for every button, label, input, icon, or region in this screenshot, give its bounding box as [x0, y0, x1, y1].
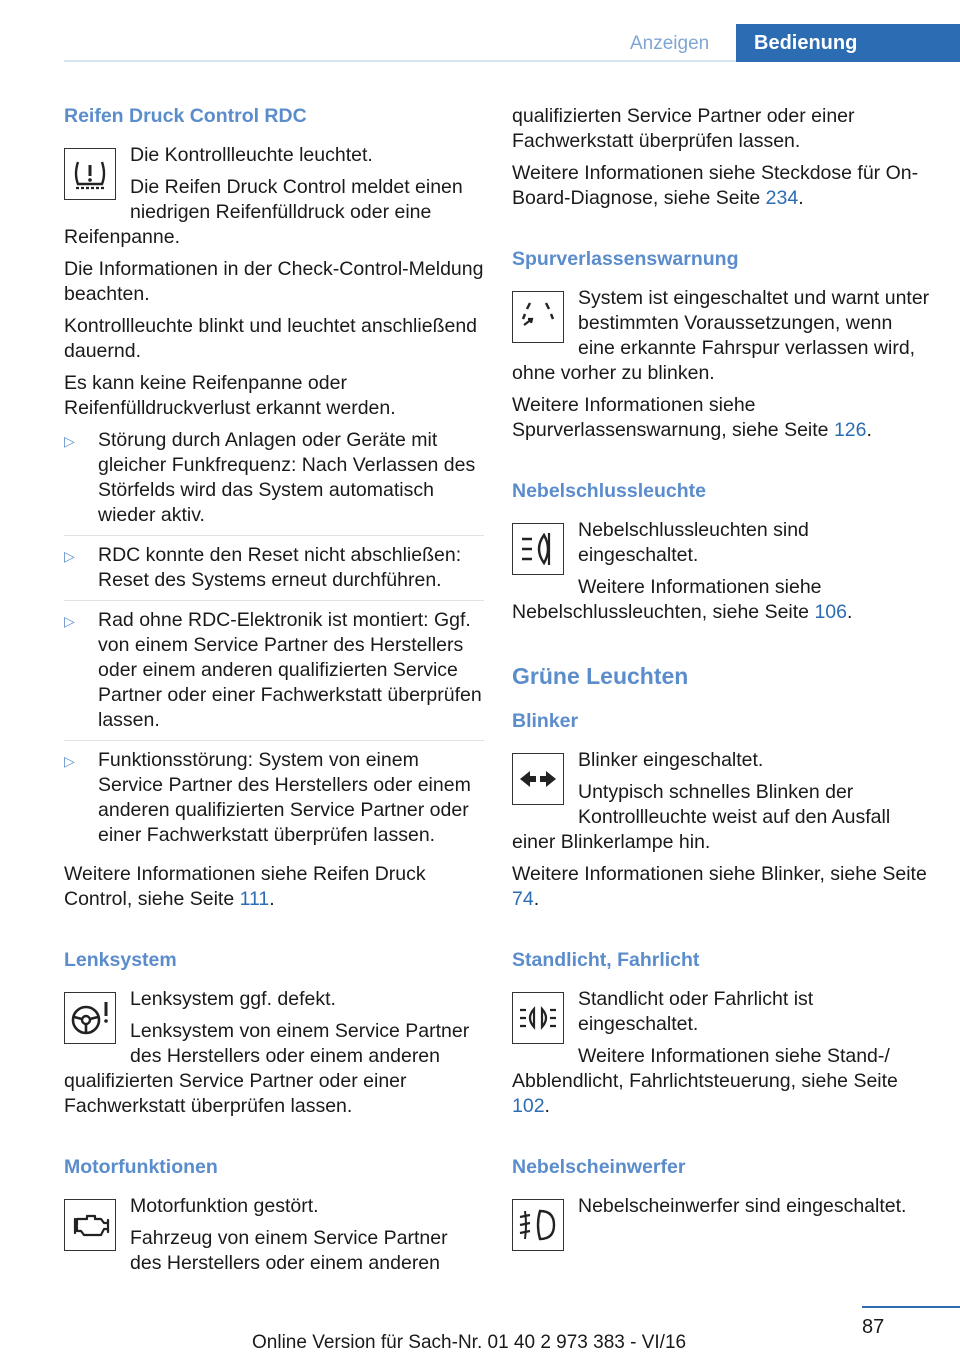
header-tab-bedienung[interactable]: Bedienung: [736, 24, 960, 62]
engine-check-icon: [64, 1199, 116, 1251]
triangle-bullet-icon: ▷: [64, 613, 75, 629]
steer-text-1: Lenksystem ggf. defekt.: [130, 988, 336, 1010]
engine-text-1: Motorfunktion gestört.: [130, 1195, 319, 1217]
list-item: ▷ Störung durch Anlagen oder Geräte mit gleicher Funkfrequenz: Nach Verlassen des Störfelds wird das System automatisch wieder aktiv.: [64, 428, 484, 536]
footer-version: Online Version für Sach-Nr. 01 40 2 973 383 - VI/16: [252, 1332, 687, 1353]
section-title: Blinker: [512, 710, 579, 732]
section-title: Spurverlassenswarnung: [512, 248, 739, 270]
section-heading-green: Grüne Leuchten: [512, 663, 689, 689]
section-spurverlassenswarnung: [512, 247, 932, 443]
page-link[interactable]: 234: [765, 187, 799, 209]
front-fog-light-icon: [512, 1199, 564, 1251]
footer-rule: [862, 1306, 960, 1308]
right-column: [512, 104, 932, 1255]
section-lenksystem: [64, 948, 484, 1119]
blinker-more-info: Weitere Informationen siehe Blinker, siehe Seite 74.: [512, 863, 927, 910]
page-number: 87: [862, 1316, 885, 1338]
section-title: Lenksystem: [64, 949, 177, 971]
section-title: Motorfunktionen: [64, 1156, 218, 1178]
rdc-text-1: Die Kontrollleuchte leuchtet.: [130, 144, 373, 166]
page-link[interactable]: 102: [512, 1095, 545, 1117]
rdc-more-info: Weitere Informationen siehe Reifen Druck Control, siehe Seite 111.: [64, 863, 426, 910]
lane-departure-icon: [512, 291, 564, 343]
triangle-bullet-icon: ▷: [64, 433, 75, 449]
rearfog-text-1: Nebelschlussleuchten sind eingeschaltet.: [578, 519, 809, 566]
triangle-bullet-icon: ▷: [64, 548, 75, 564]
continuation-more-info: Weitere Informationen siehe Steckdose für On-Board-Diagnose, siehe Seite 234.: [512, 162, 919, 209]
section-title: Nebelschlussleuchte: [512, 480, 706, 502]
section-blinker: [512, 709, 932, 912]
rdc-text-2: Die Reifen Druck Control meldet einen niedrigen Reifenfülldruck oder eine Reifenpanne.: [64, 176, 463, 248]
park-more-info: Weitere Informationen siehe Stand-/ Abblendlicht, Fahrlichtsteuerung, siehe Seite 102.: [512, 1045, 898, 1117]
section-rdc: [64, 104, 484, 912]
rear-fog-light-icon: [512, 523, 564, 575]
parking-light-icon: [512, 992, 564, 1044]
rdc-text-4: Kontrollleuchte blinkt und leuchtet anschließend dauernd.: [64, 315, 478, 362]
section-motorfunktionen: [64, 1155, 484, 1276]
lane-text-1: System ist eingeschaltet und warnt unter bestimmten Voraussetzungen, wenn eine erkannte Fahrspur verlassen wird, ohne vorher zu blinken.: [512, 287, 930, 384]
blinker-text-1: Blinker eingeschaltet.: [578, 749, 764, 771]
rdc-bullet-list: [64, 428, 484, 855]
rdc-text-5: Es kann keine Reifenpanne oder Reifenfülldruckverlust erkannt werden.: [64, 372, 396, 419]
section-title: Nebelscheinwerfer: [512, 1156, 686, 1178]
page-link[interactable]: 111: [239, 888, 270, 910]
rdc-text-3: Die Informationen in der Check-Control-Meldung beachten.: [64, 258, 484, 305]
page-link[interactable]: 126: [833, 419, 867, 441]
list-item: ▷ Rad ohne RDC-Elektronik ist montiert: Ggf. von einem Service Partner des Herstellers oder einem anderen qualifizierten Service Partner oder einer Fachwerkstatt überprüfen lassen.: [64, 608, 484, 741]
triangle-bullet-icon: ▷: [64, 753, 75, 769]
list-item: ▷ Funktionsstörung: System von einem Service Partner des Herstellers oder einem anderen qualifizierten Service Partner oder einer Fachwerkstatt überprüfen lassen.: [64, 749, 471, 846]
tire-pressure-warning-icon: [64, 148, 116, 200]
section-nebelscheinwerfer: [512, 1155, 932, 1219]
steering-warning-icon: [64, 992, 116, 1044]
page-link[interactable]: 106: [814, 601, 847, 623]
blinker-text-2: Untypisch schnelles Blinken der Kontrollleuchte weist auf den Ausfall einer Blinkerlampe hin.: [512, 781, 891, 853]
section-standlicht: [512, 948, 932, 1119]
page-link[interactable]: 74: [512, 888, 534, 910]
frontfog-text-1: Nebelscheinwerfer sind eingeschaltet.: [578, 1195, 907, 1217]
rearfog-more-info: Weitere Informationen siehe Nebelschlussleuchten, siehe Seite 106.: [512, 576, 853, 623]
section-continuation: [512, 104, 932, 211]
steer-text-2: Lenksystem von einem Service Partner des Herstellers oder einem anderen qualifizierten Service Partner oder einer Fachwerkstatt überprüfen lassen.: [64, 1020, 470, 1117]
engine-text-2: Fahrzeug von einem Service Partner des Herstellers oder einem anderen: [130, 1227, 448, 1274]
section-title: Standlicht, Fahrlicht: [512, 949, 700, 971]
continuation-text: qualifizierten Service Partner oder einer Fachwerkstatt überprüfen lassen.: [512, 105, 855, 152]
left-column: [64, 104, 484, 1312]
list-item: ▷ RDC konnte den Reset nicht abschließen: Reset des Systems erneut durchführen.: [64, 543, 484, 601]
turn-signal-icon: [512, 753, 564, 805]
section-nebelschlussleuchte: [512, 479, 932, 625]
header-tab-anzeigen[interactable]: Anzeigen: [630, 33, 710, 54]
lane-more-info: Weitere Informationen siehe Spurverlassenswarnung, siehe Seite 126.: [512, 394, 872, 441]
section-title: Reifen Druck Control RDC: [64, 105, 307, 127]
park-text-1: Standlicht oder Fahrlicht ist eingeschaltet.: [578, 988, 814, 1035]
